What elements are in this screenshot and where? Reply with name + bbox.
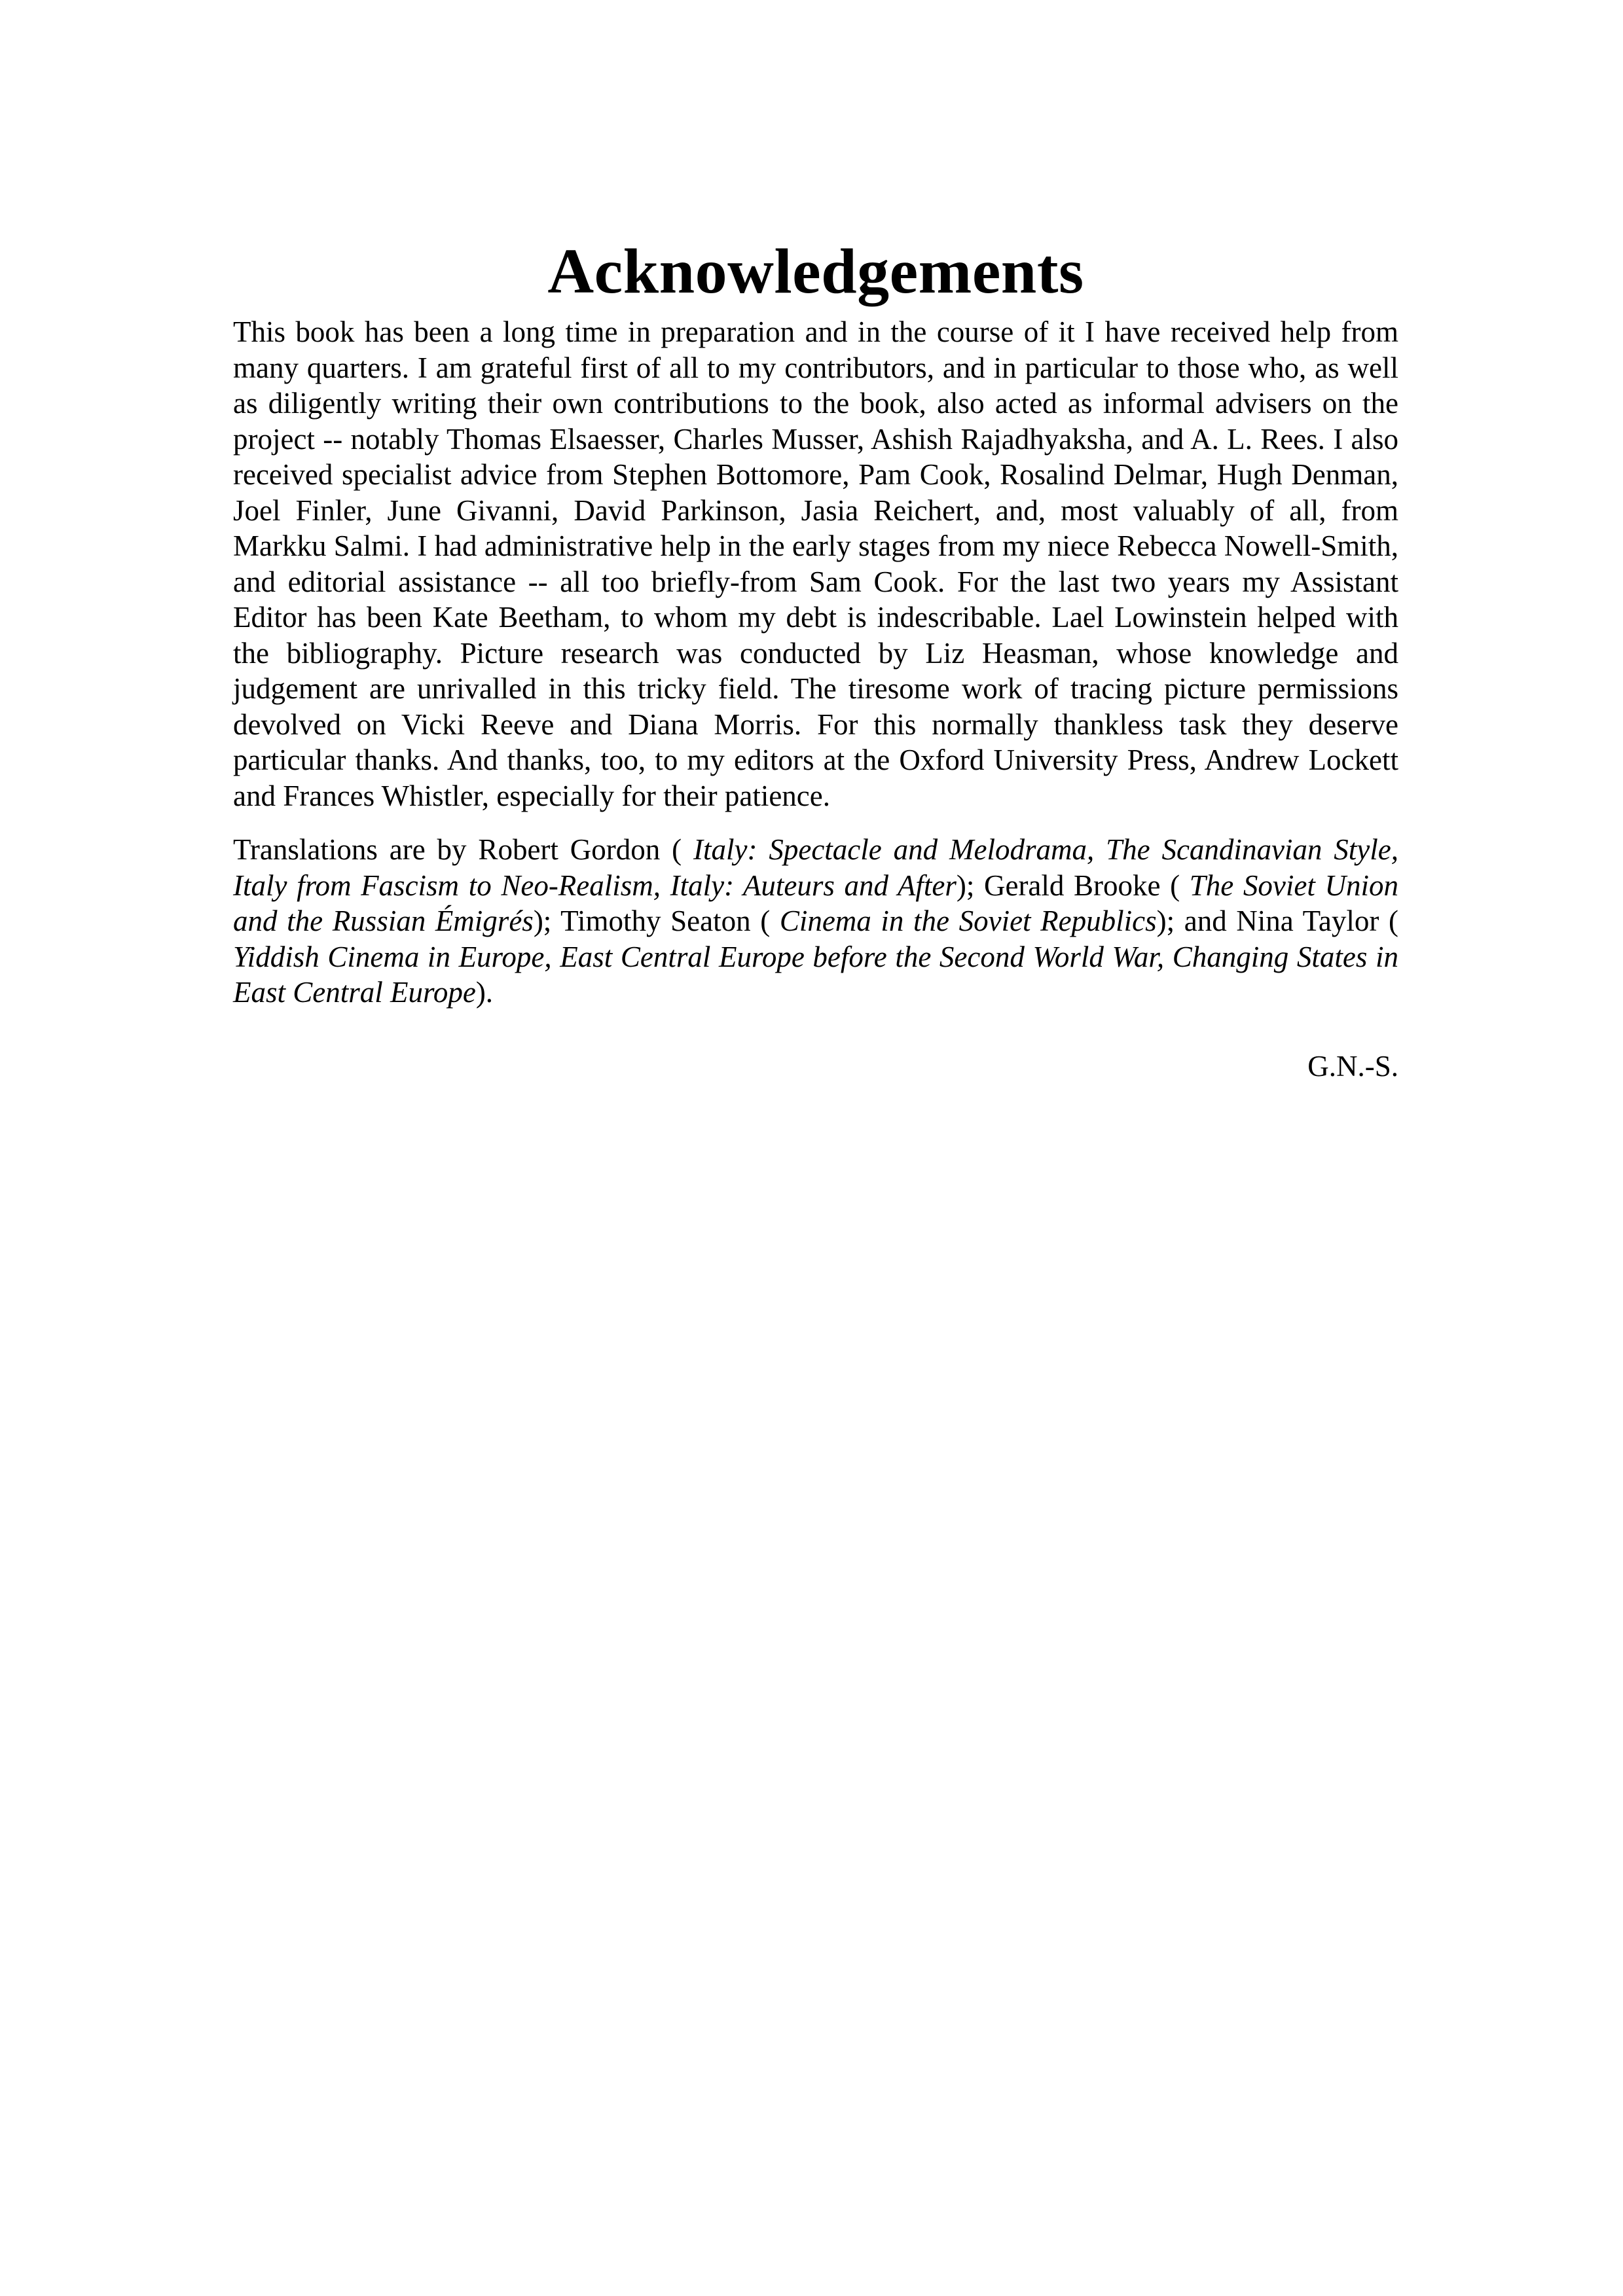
acknowledgements-paragraph: This book has been a long time in preparation and in the course of it I have received help from many quarters. I am grateful first of all to my contributors, and in particular to those who, as well as diligently writing their own contributions to the book, also acted as informal advisers on the project -- notably Thomas Elsaesser, Charles Musser, Ashish Rajadhyaksha, and A. L. Rees. I also received specialist advice from Stephen Bottomore, Pam Cook, Rosalind Delmar, Hugh Denman, Joel Finler, June Givanni, David Parkinson, Jasia Reichert, and, most valuably of all, from Markku Salmi. I had administrative help in the early stages from my niece Rebecca Nowell-Smith, and editorial assistance -- all too briefly-from Sam Cook. For the last two years my Assistant Editor has been Kate Beetham, to whom my debt is indescribable. Lael Lowinstein helped with the bibliography. Picture research was conducted by Liz Heasman, whose knowledge and judgement are unrivalled in this tricky field. The tiresome work of tracing picture permissions devolved on Vicki Reeve and Diana Morris. For this normally thankless task they deserve particular thanks. And thanks, too, to my editors at the Oxford University Press, Andrew Lockett and Frances Whistler, especially for their patience. — [233, 315, 1398, 812]
author-signature: G.N.-S. — [1307, 1049, 1398, 1083]
translations-text-4: ); and Nina Taylor ( — [1156, 905, 1398, 937]
translations-titles-gordon: Italy: Spectacle and Melodrama, The Scandinavian Style, Italy from Fascism to Neo-Realism, Italy: Auteurs and After — [233, 833, 1398, 902]
translations-paragraph — [233, 832, 1398, 1011]
translations-text-5: ). — [475, 976, 494, 1009]
translations-titles-taylor: Yiddish Cinema in Europe, East Central Europe before the Second World War, Changing States in East Central Europe — [233, 940, 1398, 1009]
translations-text-2: ); Gerald Brooke ( — [956, 869, 1190, 902]
translations-titles-seaton: Cinema in the Soviet Republics — [779, 905, 1157, 937]
page-title: Acknowledgements — [547, 236, 1084, 307]
translations-titles-brooke: The Soviet Union and the Russian Émigrés — [233, 869, 1399, 937]
acknowledgements-page — [233, 229, 1398, 1084]
translations-text-1: Translations are by Robert Gordon ( — [233, 833, 694, 866]
translations-text-3: ); Timothy Seaton ( — [533, 905, 780, 937]
